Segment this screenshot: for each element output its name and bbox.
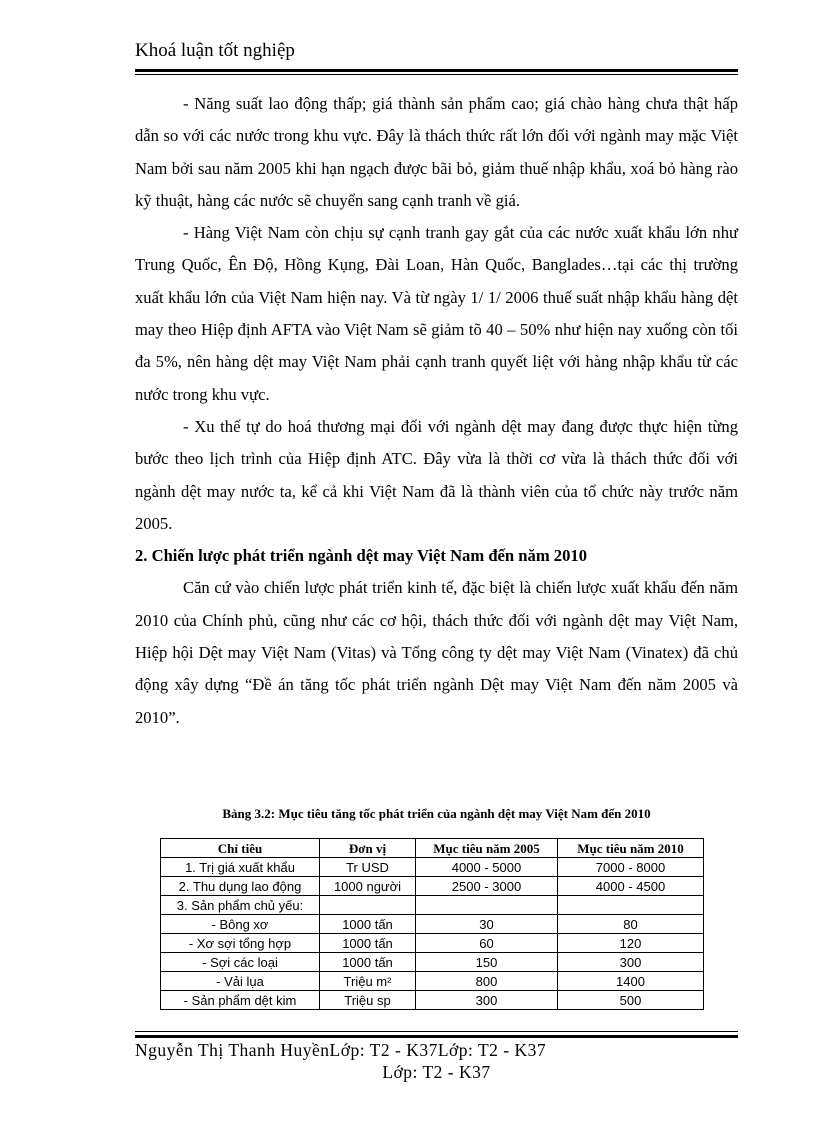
cell-2010: 300	[558, 953, 704, 972]
cell-2010: 1400	[558, 972, 704, 991]
cell-2010: 80	[558, 915, 704, 934]
table-row	[161, 896, 704, 915]
cell-2010: 500	[558, 991, 704, 1010]
document-header-title: Khoá luận tốt nghiệp	[135, 40, 295, 61]
cell-unit: Triệu m²	[320, 972, 416, 991]
cell-unit: 1000 người	[320, 877, 416, 896]
table-row	[161, 934, 704, 953]
cell-2005: 30	[416, 915, 558, 934]
cell-2010: 7000 - 8000	[558, 858, 704, 877]
paragraph-productivity: - Năng suất lao động thấp; giá thành sản phẩm cao; giá chào hàng chưa thật hấp dẫn so với các nước trong khu vực. Đây là thách thức rất lớn đối với ngành may mặc Việt Nam bởi sau năm 2005 khi hạn ngạch được bãi bỏ, giảm thuế nhập khẩu, xoá bỏ hàng rào kỹ thuật, hàng các nước sẽ chuyển sang cạnh tranh về giá.	[135, 94, 738, 210]
table-header-row	[161, 839, 704, 858]
footer-class: Lớp: T2 - K37	[382, 1062, 491, 1082]
cell-2005: 60	[416, 934, 558, 953]
header-target-2005: Mục tiêu năm 2005	[416, 839, 558, 858]
cell-2005: 4000 - 5000	[416, 858, 558, 877]
cell-unit: 1000 tấn	[320, 953, 416, 972]
footer-rule-thick	[135, 1035, 738, 1038]
cell-unit: 1000 tấn	[320, 934, 416, 953]
table-row	[161, 972, 704, 991]
header-rule-thick	[135, 69, 738, 72]
cell-2005	[416, 896, 558, 915]
table-row	[161, 877, 704, 896]
paragraph-strategy: Căn cứ vào chiến lược phát triển kinh tế, đặc biệt là chiến lược xuất khẩu đến năm 2010 của Chính phủ, cũng như các cơ hội, thách thức đối với ngành dệt may Việt Nam, Hiệp hội Dệt may Việt Nam (Vitas) và Tổng công ty dệt may Việt Nam (Vinatex) đã chủ động xây dựng “Đề án tăng tốc phát triển ngành Dệt may Việt Nam đến năm 2005 và 2010”.	[135, 578, 738, 727]
header-rule-thin	[135, 74, 738, 75]
paragraph-competition: - Hàng Việt Nam còn chịu sự cạnh tranh gay gắt của các nước xuất khẩu lớn như Trung Quốc, Ên Độ, Hồng Kụng, Đài Loan, Hàn Quốc, Banglades…tại các thị trường xuất khẩu lớn của Việt Nam hiện nay. Và từ ngày 1/ 1/ 2006 thuế suất nhập khẩu hàng dệt may theo Hiệp định AFTA vào Việt Nam sẽ giảm tõ 40 – 50% như hiện nay xuống còn tối đa 5%, nên hàng dệt may Việt Nam phải cạnh tranh quyết liệt với hàng nhập khẩu từ các nước trong khu vực.	[135, 223, 738, 404]
body-text	[135, 88, 738, 734]
header-indicator: Chỉ tiêu	[161, 839, 320, 858]
cell-indicator: 3. Sản phẩm chủ yếu:	[161, 896, 320, 915]
cell-2005: 150	[416, 953, 558, 972]
header-unit: Đơn vị	[320, 839, 416, 858]
section-heading: 2. Chiến lược phát triển ngành dệt may Việt Nam đến năm 2010	[135, 546, 587, 566]
footer-rule-thin	[135, 1031, 738, 1032]
paragraph-trade-liberalization: - Xu thế tự do hoá thương mại đối với ngành dệt may đang được thực hiện từng bước theo lịch trình của Hiệp định ATC. Đây vừa là thời cơ vừa là thách thức đối với ngành dệt may nước ta, kể cả khi Việt Nam đã là thành viên của tổ chức này trước năm 2005.	[135, 416, 738, 533]
cell-indicator: - Sợi các loại	[161, 953, 320, 972]
cell-unit: Tr USD	[320, 858, 416, 877]
cell-indicator: 2. Thu dụng lao động	[161, 877, 320, 896]
cell-2005: 300	[416, 991, 558, 1010]
targets-table	[160, 838, 704, 1010]
cell-indicator: - Vải lụa	[161, 972, 320, 991]
cell-2005: 800	[416, 972, 558, 991]
table-row	[161, 858, 704, 877]
cell-indicator: - Xơ sợi tổng hợp	[161, 934, 320, 953]
table-caption: Bảng 3.2: Mục tiêu tăng tốc phát triển của ngành dệt may Việt Nam đến 2010	[222, 806, 651, 821]
footer-author-class: Nguyễn Thị Thanh HuyềnLớp: T2 - K37Lớp: T2 - K37	[135, 1040, 547, 1060]
table-row	[161, 953, 704, 972]
cell-indicator: - Bông xơ	[161, 915, 320, 934]
table-row	[161, 991, 704, 1010]
cell-2005: 2500 - 3000	[416, 877, 558, 896]
cell-unit: 1000 tấn	[320, 915, 416, 934]
cell-indicator: - Sản phẩm dệt kim	[161, 991, 320, 1010]
table-row	[161, 915, 704, 934]
cell-unit	[320, 896, 416, 915]
header-target-2010: Mục tiêu năm 2010	[558, 839, 704, 858]
cell-2010: 120	[558, 934, 704, 953]
cell-2010: 4000 - 4500	[558, 877, 704, 896]
cell-unit: Triệu sp	[320, 991, 416, 1010]
cell-2010	[558, 896, 704, 915]
cell-indicator: 1. Trị giá xuất khẩu	[161, 858, 320, 877]
